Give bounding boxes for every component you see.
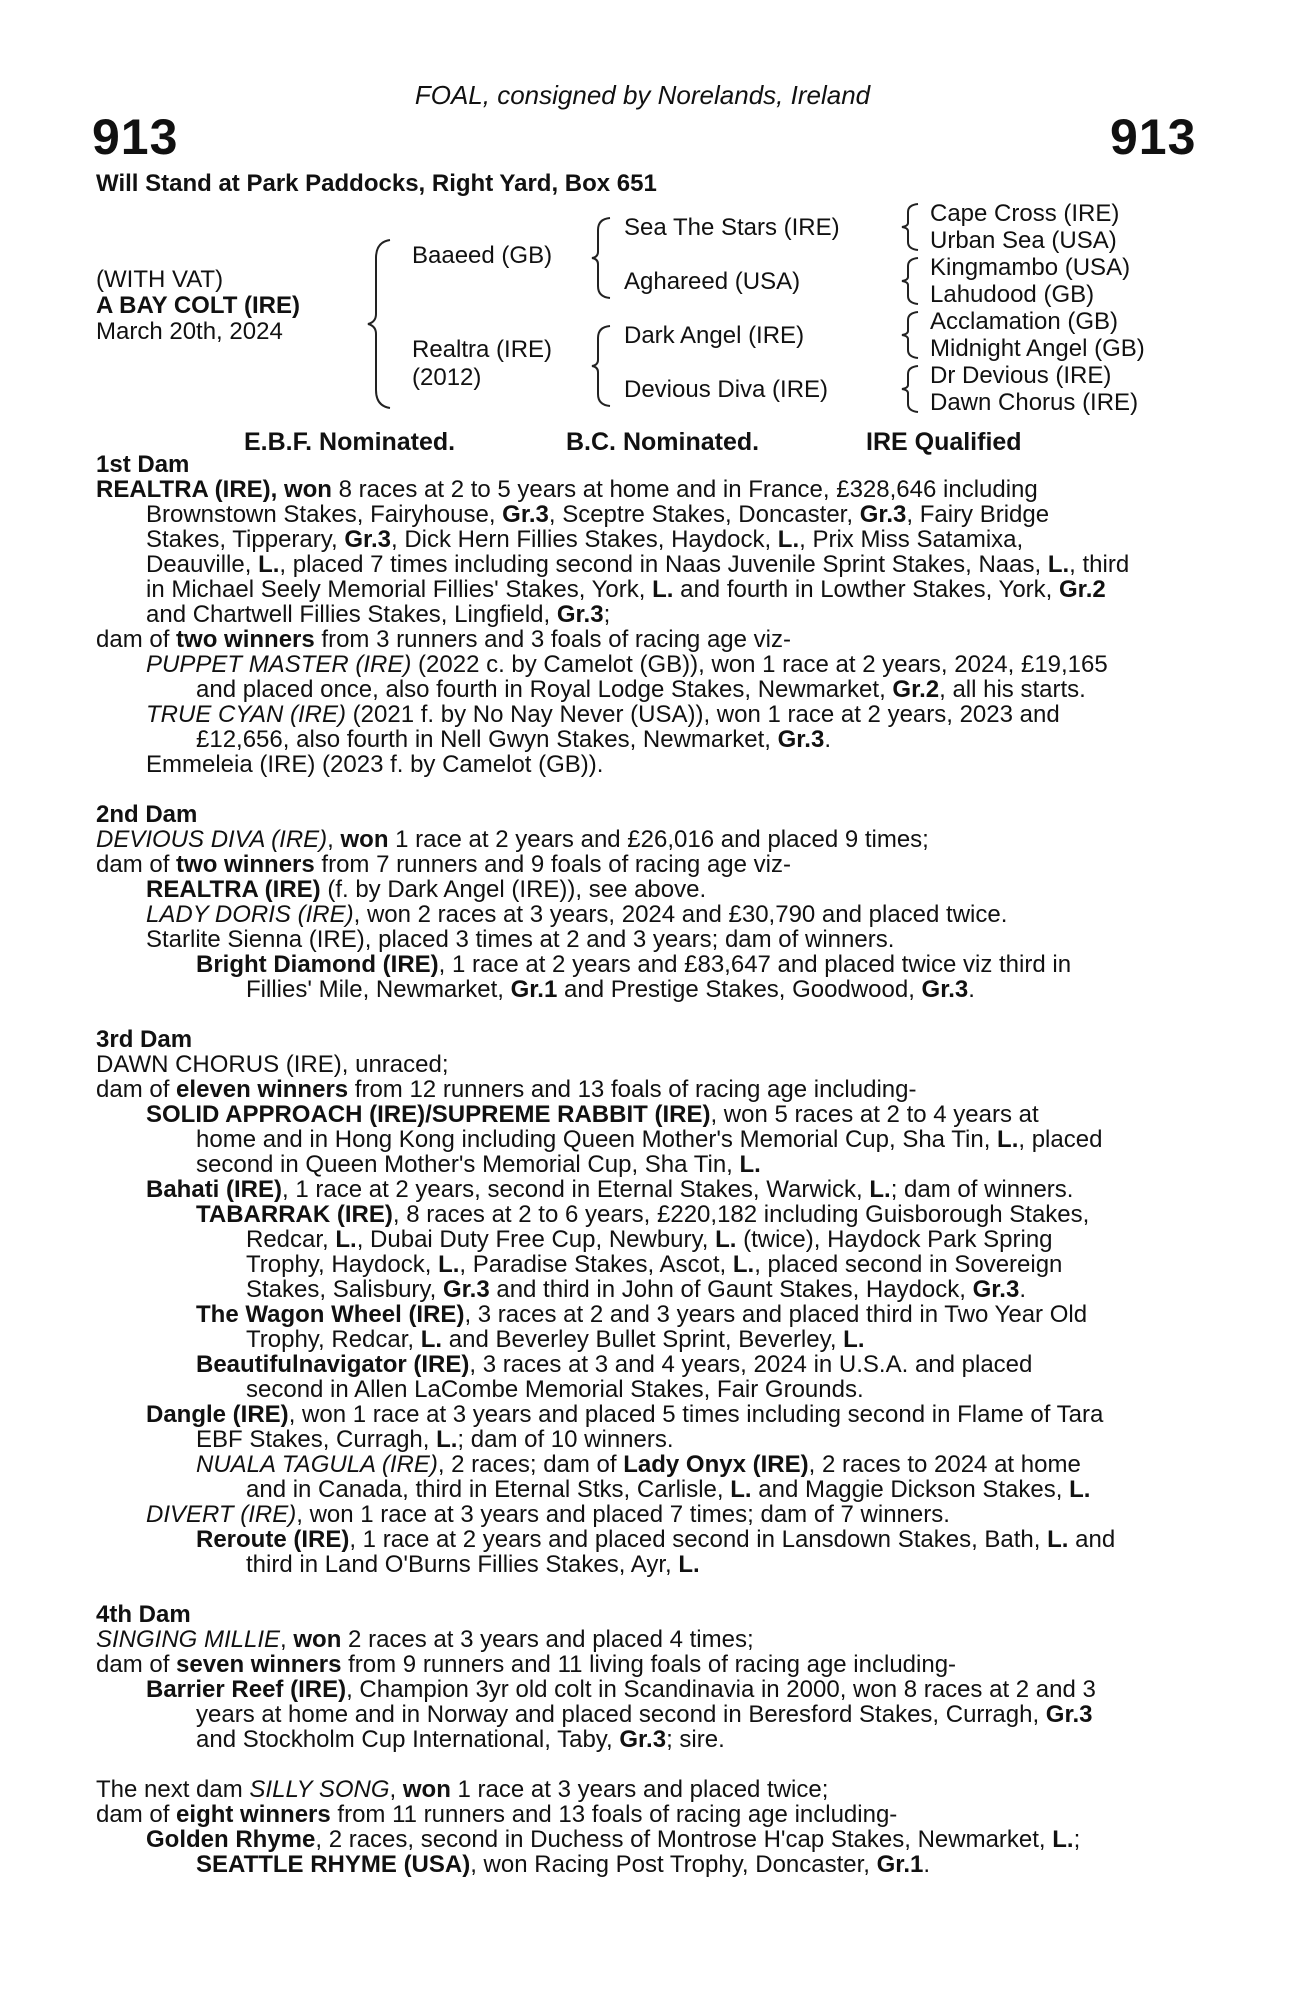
- g3-ancestor: Acclamation (GB): [930, 308, 1119, 335]
- progeny-line: Golden Rhyme, 2 races, second in Duchess of Montrose H'cap Stakes, Newmarket, L.;: [146, 1827, 1081, 1852]
- section-heading: 1st Dam: [96, 452, 190, 477]
- progeny-line: £12,656, also fourth in Nell Gwyn Stakes, Newmarket, Gr.3.: [196, 727, 831, 752]
- progeny-line: Bright Diamond (IRE), 1 race at 2 years and £83,647 and placed twice viz third in: [196, 952, 1072, 977]
- progeny-line: third in Land O'Burns Fillies Stakes, Ayr, L.: [246, 1552, 700, 1577]
- progeny-line: SEATTLE RHYME (USA), won Racing Post Trophy, Doncaster, Gr.1.: [196, 1852, 931, 1877]
- progeny-line: The Wagon Wheel (IRE), 3 races at 2 and 3 years and placed third in Two Year Old: [196, 1302, 1088, 1327]
- g3-ancestor: Dawn Chorus (IRE): [930, 389, 1139, 416]
- progeny-line: Emmeleia (IRE) (2023 f. by Camelot (GB)).: [146, 752, 604, 777]
- foaling-date: March 20th, 2024: [96, 318, 283, 345]
- progeny-line: TABARRAK (IRE), 8 races at 2 to 6 years, £220,182 including Guisborough Stakes,: [196, 1202, 1090, 1227]
- progeny-line: and placed once, also fourth in Royal Lodge Stakes, Newmarket, Gr.2, all his starts.: [196, 677, 1086, 702]
- progeny-line: EBF Stakes, Curragh, L.; dam of 10 winners.: [196, 1427, 674, 1452]
- dam: Realtra (IRE): [412, 336, 553, 363]
- g3-ancestor: Urban Sea (USA): [930, 227, 1117, 254]
- g3-ancestor: Cape Cross (IRE): [930, 200, 1120, 227]
- progeny-line: PUPPET MASTER (IRE) (2022 c. by Camelot (GB)), won 1 race at 2 years, 2024, £19,165: [146, 652, 1108, 677]
- progeny-line: second in Allen LaCombe Memorial Stakes, Fair Grounds.: [246, 1377, 864, 1402]
- dam-line: Deauville, L., placed 7 times including second in Naas Juvenile Sprint Stakes, Naas, L., third: [146, 552, 1130, 577]
- progeny-line: Barrier Reef (IRE), Champion 3yr old colt in Scandinavia in 2000, won 8 races at 2 and 3: [146, 1677, 1096, 1702]
- stand-location: Will Stand at Park Paddocks, Right Yard, Box 651: [96, 170, 657, 197]
- section-heading: 4th Dam: [96, 1602, 191, 1627]
- progeny-line: Stakes, Salisbury, Gr.3 and third in John of Gaunt Stakes, Haydock, Gr.3.: [246, 1277, 1026, 1302]
- brace-g3-3: [900, 310, 922, 360]
- bc-nomination: B.C. Nominated.: [566, 428, 760, 456]
- progeny-line: home and in Hong Kong including Queen Mother's Memorial Cup, Sha Tin, L., placed: [196, 1127, 1103, 1152]
- g3-ancestor: Dr Devious (IRE): [930, 362, 1112, 389]
- consignor-line: FOAL, consigned by Norelands, Ireland: [414, 80, 871, 110]
- progeny-line: Reroute (IRE), 1 race at 2 years and placed second in Lansdown Stakes, Bath, L. and: [196, 1527, 1116, 1552]
- brace-g3-1: [900, 202, 922, 252]
- brace-dam-parents: [590, 324, 614, 408]
- ebf-nomination: E.B.F. Nominated.: [244, 428, 456, 456]
- ire-qualified: IRE Qualified: [866, 428, 1022, 456]
- lot-number-right: 913: [1110, 109, 1197, 165]
- progeny-line: Starlite Sienna (IRE), placed 3 times at 2 and 3 years; dam of winners.: [146, 927, 895, 952]
- progeny-line: REALTRA (IRE) (f. by Dark Angel (IRE)), see above.: [146, 877, 707, 902]
- dam-line: DEVIOUS DIVA (IRE), won 1 race at 2 years and £26,016 and placed 9 times;: [96, 827, 929, 852]
- dam-line: and Chartwell Fillies Stakes, Lingfield, Gr.3;: [146, 602, 611, 627]
- dam-line: The next dam SILLY SONG, won 1 race at 3 years and placed twice;: [96, 1777, 829, 1802]
- g3-ancestor: Midnight Angel (GB): [930, 335, 1145, 362]
- progeny-line: SOLID APPROACH (IRE)/SUPREME RABBIT (IRE), won 5 races at 2 to 4 years at: [146, 1102, 1039, 1127]
- lot-title: A BAY COLT (IRE): [96, 292, 301, 319]
- progeny-line: Trophy, Haydock, L., Paradise Stakes, Ascot, L., placed second in Sovereign: [246, 1252, 1063, 1277]
- sire-dam: Aghareed (USA): [624, 268, 801, 295]
- dam-of-line: dam of seven winners from 9 runners and 11 living foals of racing age including-: [96, 1652, 957, 1677]
- dam-sire: Dark Angel (IRE): [624, 322, 805, 349]
- sire-sire: Sea The Stars (IRE): [624, 214, 840, 241]
- section-heading: 3rd Dam: [96, 1027, 193, 1052]
- sire: Baaeed (GB): [412, 242, 553, 269]
- dam-of-line: dam of eleven winners from 12 runners and 13 foals of racing age including-: [96, 1077, 917, 1102]
- progeny-line: years at home and in Norway and placed second in Beresford Stakes, Curragh, Gr.3: [196, 1702, 1093, 1727]
- progeny-line: LADY DORIS (IRE), won 2 races at 3 years, 2024 and £30,790 and placed twice.: [146, 902, 1008, 927]
- dam-of-line: dam of two winners from 3 runners and 3 foals of racing age viz-: [96, 627, 791, 652]
- section-heading: 2nd Dam: [96, 802, 198, 827]
- dam-dam: Devious Diva (IRE): [624, 376, 829, 403]
- progeny-line: TRUE CYAN (IRE) (2021 f. by No Nay Never (USA)), won 1 race at 2 years, 2023 and: [146, 702, 1060, 727]
- dam-of-line: dam of eight winners from 11 runners and 13 foals of racing age including-: [96, 1802, 898, 1827]
- progeny-line: Dangle (IRE), won 1 race at 3 years and placed 5 times including second in Flame of Tara: [146, 1402, 1104, 1427]
- dam-line: SINGING MILLIE, won 2 races at 3 years and placed 4 times;: [96, 1627, 754, 1652]
- dam-line: Stakes, Tipperary, Gr.3, Dick Hern Fillies Stakes, Haydock, L., Prix Miss Satamixa,: [146, 527, 1024, 552]
- progeny-line: NUALA TAGULA (IRE), 2 races; dam of Lady Onyx (IRE), 2 races to 2024 at home: [196, 1452, 1081, 1477]
- progeny-line: second in Queen Mother's Memorial Cup, Sha Tin, L.: [196, 1152, 761, 1177]
- g3-ancestor: Lahudood (GB): [930, 281, 1095, 308]
- progeny-line: Fillies' Mile, Newmarket, Gr.1 and Prestige Stakes, Goodwood, Gr.3.: [246, 977, 975, 1002]
- brace-g3-2: [900, 256, 922, 306]
- g3-ancestor: Kingmambo (USA): [930, 254, 1131, 281]
- progeny-line: and in Canada, third in Eternal Stks, Carlisle, L. and Maggie Dickson Stakes, L.: [246, 1477, 1091, 1502]
- dam-year: (2012): [412, 364, 482, 391]
- progeny-line: Redcar, L., Dubai Duty Free Cup, Newbury, L. (twice), Haydock Park Spring: [246, 1227, 1053, 1252]
- brace-sire-parents: [590, 216, 614, 300]
- catalogue-body: [96, 452, 1190, 1877]
- progeny-line: DIVERT (IRE), won 1 race at 3 years and placed 7 times; dam of 7 winners.: [146, 1502, 950, 1527]
- progeny-line: and Stockholm Cup International, Taby, Gr.3; sire.: [196, 1727, 725, 1752]
- lot-number-left: 913: [92, 109, 179, 165]
- progeny-line: Beautifulnavigator (IRE), 3 races at 3 and 4 years, 2024 in U.S.A. and placed: [196, 1352, 1033, 1377]
- dam-of-line: dam of two winners from 7 runners and 9 foals of racing age viz-: [96, 852, 791, 877]
- dam-line: DAWN CHORUS (IRE), unraced;: [96, 1052, 449, 1077]
- progeny-line: Trophy, Redcar, L. and Beverley Bullet Sprint, Beverley, L.: [246, 1327, 865, 1352]
- dam-line: in Michael Seely Memorial Fillies' Stakes, York, L. and fourth in Lowther Stakes, York, Gr.2: [146, 577, 1106, 602]
- progeny-line: Bahati (IRE), 1 race at 2 years, second in Eternal Stakes, Warwick, L.; dam of winners.: [146, 1177, 1074, 1202]
- dam-line: Brownstown Stakes, Fairyhouse, Gr.3, Sceptre Stakes, Doncaster, Gr.3, Fairy Bridge: [146, 502, 1050, 527]
- brace-sire-dam: [366, 238, 396, 410]
- brace-g3-4: [900, 364, 922, 414]
- dam-line: REALTRA (IRE), won 8 races at 2 to 5 years at home and in France, £328,646 including: [96, 477, 1038, 502]
- vat-note: (WITH VAT): [96, 266, 224, 293]
